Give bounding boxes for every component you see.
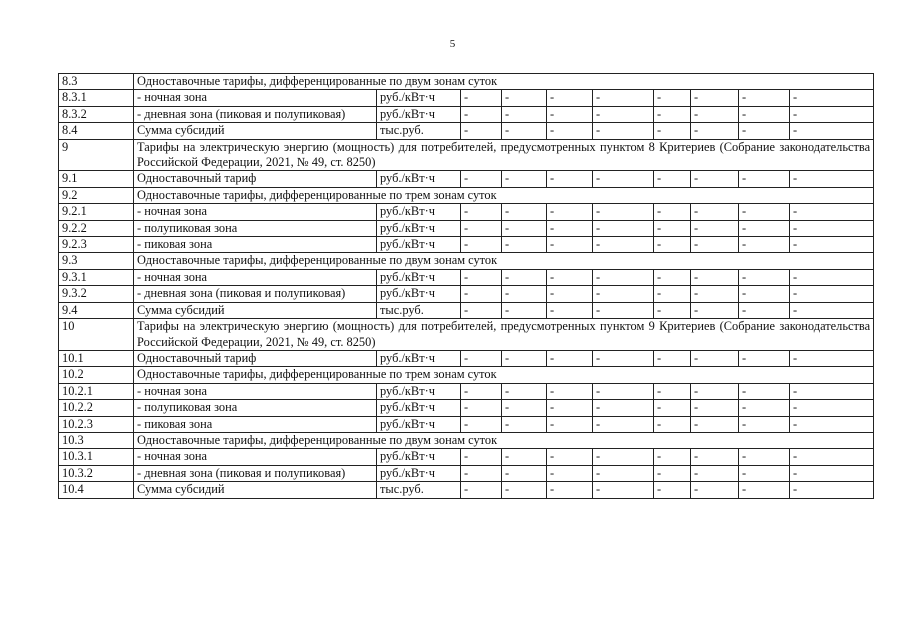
value-cell: - xyxy=(593,269,654,285)
value-cell: - xyxy=(739,123,790,139)
value-cell: - xyxy=(654,286,691,302)
value-cell: - xyxy=(790,383,874,399)
value-cell: - xyxy=(790,350,874,366)
value-cell: - xyxy=(790,123,874,139)
row-number: 9.3.2 xyxy=(59,286,134,302)
row-label: Одноставочный тариф xyxy=(134,350,377,366)
value-cell: - xyxy=(502,286,547,302)
value-cell: - xyxy=(461,106,502,122)
value-cell: - xyxy=(654,269,691,285)
row-label: Одноставочный тариф xyxy=(134,171,377,187)
page-number: 5 xyxy=(449,38,456,50)
value-cell: - xyxy=(593,90,654,106)
value-cell: - xyxy=(547,350,593,366)
row-number: 9.2.3 xyxy=(59,237,134,253)
row-number: 9.2 xyxy=(59,187,134,203)
value-cell: - xyxy=(547,383,593,399)
value-cell: - xyxy=(739,220,790,236)
section-title: Тарифы на электрическую энергию (мощность) для потребителей, предусмотренных пунктом 9 Критериев (Собрание законодательства Российской Федерации, 2021, № 49, ст. 8250) xyxy=(134,319,874,351)
unit-cell: руб./кВт·ч xyxy=(377,400,461,416)
value-cell: - xyxy=(654,171,691,187)
row-label: - ночная зона xyxy=(134,449,377,465)
row-number: 10.2.2 xyxy=(59,400,134,416)
value-cell: - xyxy=(691,269,739,285)
value-cell: - xyxy=(461,350,502,366)
unit-cell: тыс.руб. xyxy=(377,123,461,139)
value-cell: - xyxy=(547,269,593,285)
row-label: - дневная зона (пиковая и полупиковая) xyxy=(134,106,377,122)
value-cell: - xyxy=(790,237,874,253)
value-cell: - xyxy=(547,171,593,187)
value-cell: - xyxy=(461,416,502,432)
row-number: 10.2.3 xyxy=(59,416,134,432)
value-cell: - xyxy=(739,90,790,106)
value-cell: - xyxy=(502,416,547,432)
value-cell: - xyxy=(739,465,790,481)
value-cell: - xyxy=(547,416,593,432)
value-cell: - xyxy=(547,400,593,416)
value-cell: - xyxy=(461,400,502,416)
value-cell: - xyxy=(654,416,691,432)
value-cell: - xyxy=(790,286,874,302)
value-cell: - xyxy=(739,237,790,253)
row-label: - полупиковая зона xyxy=(134,400,377,416)
table-row xyxy=(59,383,874,399)
section-title: Тарифы на электрическую энергию (мощность) для потребителей, предусмотренных пунктом 8 Критериев (Собрание законодательства Российской Федерации, 2021, № 49, ст. 8250) xyxy=(134,139,874,171)
value-cell: - xyxy=(739,106,790,122)
value-cell: - xyxy=(461,171,502,187)
unit-cell: руб./кВт·ч xyxy=(377,106,461,122)
row-number: 10.1 xyxy=(59,350,134,366)
row-number: 10 xyxy=(59,319,134,351)
value-cell: - xyxy=(691,204,739,220)
value-cell: - xyxy=(461,383,502,399)
unit-cell: руб./кВт·ч xyxy=(377,90,461,106)
unit-cell: руб./кВт·ч xyxy=(377,171,461,187)
value-cell: - xyxy=(654,449,691,465)
tariff-table xyxy=(58,73,874,499)
value-cell: - xyxy=(461,90,502,106)
unit-cell: руб./кВт·ч xyxy=(377,286,461,302)
table-row xyxy=(59,171,874,187)
section-title: Одноставочные тарифы, дифференцированные по трем зонам суток xyxy=(134,367,874,383)
value-cell: - xyxy=(547,123,593,139)
value-cell: - xyxy=(790,416,874,432)
row-label: - пиковая зона xyxy=(134,237,377,253)
section-row xyxy=(59,432,874,448)
value-cell: - xyxy=(739,416,790,432)
value-cell: - xyxy=(502,465,547,481)
table-row xyxy=(59,286,874,302)
value-cell: - xyxy=(547,286,593,302)
section-title: Одноставочные тарифы, дифференцированные по двум зонам суток xyxy=(134,253,874,269)
value-cell: - xyxy=(654,302,691,318)
row-label: Сумма субсидий xyxy=(134,123,377,139)
value-cell: - xyxy=(654,383,691,399)
value-cell: - xyxy=(790,302,874,318)
row-number: 9.4 xyxy=(59,302,134,318)
value-cell: - xyxy=(461,123,502,139)
value-cell: - xyxy=(654,350,691,366)
value-cell: - xyxy=(461,302,502,318)
row-label: - ночная зона xyxy=(134,269,377,285)
value-cell: - xyxy=(502,204,547,220)
value-cell: - xyxy=(502,220,547,236)
value-cell: - xyxy=(593,123,654,139)
value-cell: - xyxy=(739,171,790,187)
section-title: Одноставочные тарифы, дифференцированные по двум зонам суток xyxy=(134,432,874,448)
row-number: 9.2.1 xyxy=(59,204,134,220)
value-cell: - xyxy=(593,302,654,318)
value-cell: - xyxy=(691,416,739,432)
row-number: 9.2.2 xyxy=(59,220,134,236)
value-cell: - xyxy=(593,286,654,302)
table-row xyxy=(59,269,874,285)
value-cell: - xyxy=(691,106,739,122)
value-cell: - xyxy=(593,482,654,498)
row-number: 8.3.2 xyxy=(59,106,134,122)
section-row xyxy=(59,319,874,351)
value-cell: - xyxy=(593,449,654,465)
unit-cell: руб./кВт·ч xyxy=(377,350,461,366)
table-row xyxy=(59,123,874,139)
value-cell: - xyxy=(593,204,654,220)
row-label: - дневная зона (пиковая и полупиковая) xyxy=(134,465,377,481)
table-row xyxy=(59,449,874,465)
value-cell: - xyxy=(691,123,739,139)
row-number: 9.1 xyxy=(59,171,134,187)
value-cell: - xyxy=(547,302,593,318)
value-cell: - xyxy=(739,383,790,399)
value-cell: - xyxy=(461,449,502,465)
table-row xyxy=(59,204,874,220)
value-cell: - xyxy=(502,482,547,498)
table-row xyxy=(59,220,874,236)
value-cell: - xyxy=(654,123,691,139)
row-number: 10.4 xyxy=(59,482,134,498)
value-cell: - xyxy=(461,482,502,498)
row-number: 10.2.1 xyxy=(59,383,134,399)
row-label: - пиковая зона xyxy=(134,416,377,432)
table-row xyxy=(59,237,874,253)
row-number: 10.2 xyxy=(59,367,134,383)
unit-cell: руб./кВт·ч xyxy=(377,416,461,432)
value-cell: - xyxy=(691,302,739,318)
value-cell: - xyxy=(547,465,593,481)
section-title: Одноставочные тарифы, дифференцированные по трем зонам суток xyxy=(134,187,874,203)
value-cell: - xyxy=(739,204,790,220)
value-cell: - xyxy=(691,286,739,302)
row-label: - ночная зона xyxy=(134,204,377,220)
unit-cell: тыс.руб. xyxy=(377,302,461,318)
value-cell: - xyxy=(593,416,654,432)
value-cell: - xyxy=(790,106,874,122)
value-cell: - xyxy=(790,171,874,187)
value-cell: - xyxy=(502,350,547,366)
value-cell: - xyxy=(691,220,739,236)
value-cell: - xyxy=(547,449,593,465)
section-row xyxy=(59,74,874,90)
value-cell: - xyxy=(691,350,739,366)
section-title: Одноставочные тарифы, дифференцированные по двум зонам суток xyxy=(134,74,874,90)
value-cell: - xyxy=(691,383,739,399)
row-number: 10.3.2 xyxy=(59,465,134,481)
value-cell: - xyxy=(790,269,874,285)
value-cell: - xyxy=(654,204,691,220)
value-cell: - xyxy=(739,482,790,498)
value-cell: - xyxy=(502,106,547,122)
value-cell: - xyxy=(654,90,691,106)
row-label: Сумма субсидий xyxy=(134,302,377,318)
unit-cell: руб./кВт·ч xyxy=(377,204,461,220)
value-cell: - xyxy=(691,482,739,498)
value-cell: - xyxy=(654,220,691,236)
value-cell: - xyxy=(691,465,739,481)
section-row xyxy=(59,367,874,383)
unit-cell: руб./кВт·ч xyxy=(377,449,461,465)
value-cell: - xyxy=(790,465,874,481)
value-cell: - xyxy=(593,171,654,187)
section-row xyxy=(59,139,874,171)
value-cell: - xyxy=(461,237,502,253)
row-label: - полупиковая зона xyxy=(134,220,377,236)
table-row xyxy=(59,416,874,432)
row-number: 10.3 xyxy=(59,432,134,448)
value-cell: - xyxy=(790,220,874,236)
value-cell: - xyxy=(593,465,654,481)
value-cell: - xyxy=(654,237,691,253)
table-row xyxy=(59,350,874,366)
unit-cell: руб./кВт·ч xyxy=(377,269,461,285)
value-cell: - xyxy=(739,350,790,366)
table-row xyxy=(59,465,874,481)
value-cell: - xyxy=(547,220,593,236)
value-cell: - xyxy=(739,269,790,285)
value-cell: - xyxy=(502,449,547,465)
row-label: - дневная зона (пиковая и полупиковая) xyxy=(134,286,377,302)
value-cell: - xyxy=(593,383,654,399)
value-cell: - xyxy=(654,106,691,122)
row-number: 8.3 xyxy=(59,74,134,90)
value-cell: - xyxy=(790,449,874,465)
value-cell: - xyxy=(691,449,739,465)
unit-cell: руб./кВт·ч xyxy=(377,465,461,481)
table-row xyxy=(59,90,874,106)
value-cell: - xyxy=(547,204,593,220)
row-number: 9.3.1 xyxy=(59,269,134,285)
value-cell: - xyxy=(790,90,874,106)
value-cell: - xyxy=(547,237,593,253)
value-cell: - xyxy=(593,350,654,366)
value-cell: - xyxy=(502,237,547,253)
value-cell: - xyxy=(502,90,547,106)
value-cell: - xyxy=(790,400,874,416)
value-cell: - xyxy=(691,400,739,416)
value-cell: - xyxy=(654,465,691,481)
value-cell: - xyxy=(654,400,691,416)
value-cell: - xyxy=(502,383,547,399)
value-cell: - xyxy=(691,237,739,253)
unit-cell: руб./кВт·ч xyxy=(377,220,461,236)
row-number: 9 xyxy=(59,139,134,171)
value-cell: - xyxy=(502,171,547,187)
section-row xyxy=(59,187,874,203)
table-row xyxy=(59,106,874,122)
value-cell: - xyxy=(461,204,502,220)
row-number: 8.3.1 xyxy=(59,90,134,106)
value-cell: - xyxy=(461,465,502,481)
value-cell: - xyxy=(739,302,790,318)
value-cell: - xyxy=(739,449,790,465)
table-body xyxy=(59,74,874,499)
row-number: 10.3.1 xyxy=(59,449,134,465)
value-cell: - xyxy=(502,400,547,416)
value-cell: - xyxy=(593,237,654,253)
row-number: 8.4 xyxy=(59,123,134,139)
row-label: Сумма субсидий xyxy=(134,482,377,498)
value-cell: - xyxy=(790,204,874,220)
value-cell: - xyxy=(461,220,502,236)
value-cell: - xyxy=(461,269,502,285)
value-cell: - xyxy=(547,90,593,106)
value-cell: - xyxy=(502,123,547,139)
row-number: 9.3 xyxy=(59,253,134,269)
value-cell: - xyxy=(691,90,739,106)
table-row xyxy=(59,482,874,498)
value-cell: - xyxy=(739,400,790,416)
value-cell: - xyxy=(691,171,739,187)
value-cell: - xyxy=(593,106,654,122)
value-cell: - xyxy=(790,482,874,498)
table-row xyxy=(59,400,874,416)
row-label: - ночная зона xyxy=(134,90,377,106)
value-cell: - xyxy=(502,269,547,285)
value-cell: - xyxy=(739,286,790,302)
unit-cell: тыс.руб. xyxy=(377,482,461,498)
unit-cell: руб./кВт·ч xyxy=(377,383,461,399)
unit-cell: руб./кВт·ч xyxy=(377,237,461,253)
value-cell: - xyxy=(547,482,593,498)
value-cell: - xyxy=(547,106,593,122)
value-cell: - xyxy=(654,482,691,498)
value-cell: - xyxy=(593,220,654,236)
row-label: - ночная зона xyxy=(134,383,377,399)
value-cell: - xyxy=(593,400,654,416)
section-row xyxy=(59,253,874,269)
table-row xyxy=(59,302,874,318)
value-cell: - xyxy=(461,286,502,302)
value-cell: - xyxy=(502,302,547,318)
